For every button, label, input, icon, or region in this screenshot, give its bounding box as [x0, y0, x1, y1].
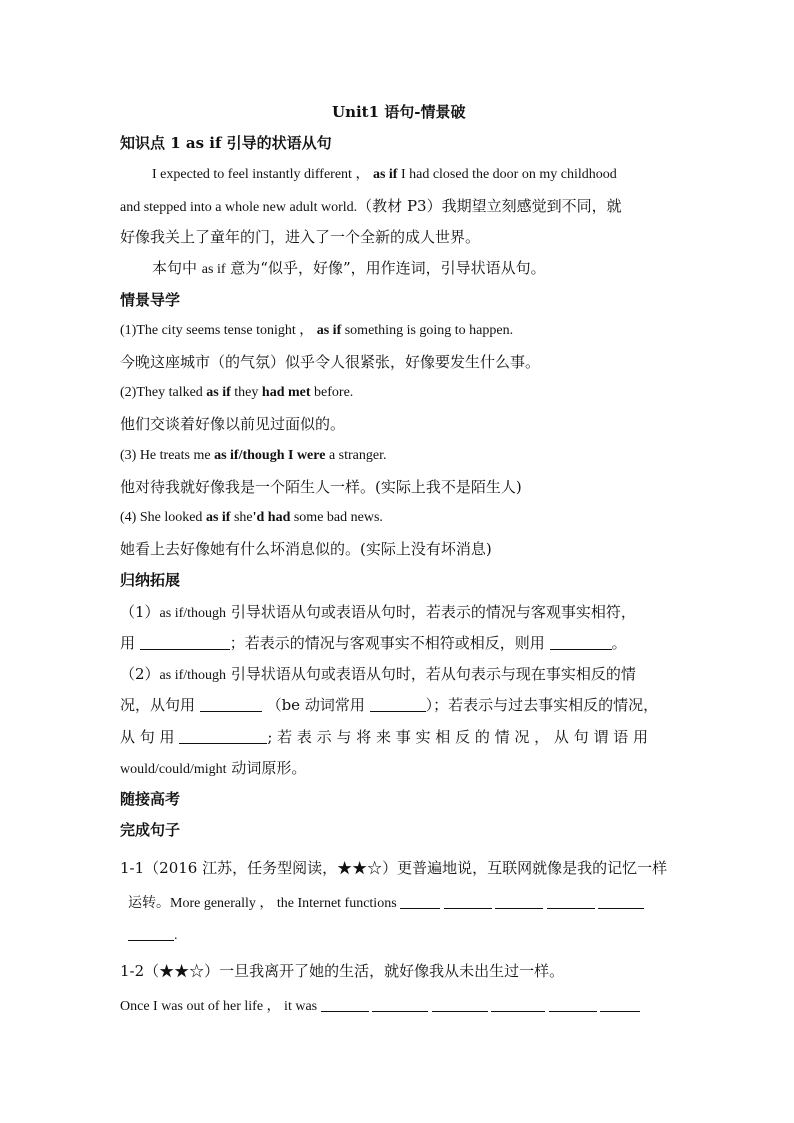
- guide-sentence-1: (1)The city seems tense tonight ， as if something is going to happen.: [120, 323, 514, 338]
- question-2-line-1: Once I was out of her life ， it was: [120, 997, 640, 1017]
- question-2-prompt: 1-2（★★☆）一旦我离开了她的生活，就好像我从未出生过一样。: [120, 962, 565, 980]
- answer-blank[interactable]: [200, 697, 262, 712]
- summary-point-1-line-2: 用 ；若表示的情况与客观事实不相符或相反，则用 。: [120, 634, 627, 652]
- answer-blank[interactable]: [598, 894, 644, 909]
- answer-blank[interactable]: [550, 635, 612, 650]
- guide-translation-3: 他对待我就好像我是一个陌生人一样。(实际上我不是陌生人): [120, 478, 522, 496]
- answer-blank[interactable]: [495, 894, 543, 909]
- answer-blank[interactable]: [179, 729, 267, 744]
- guide-sentence-4: (4) She looked as if she'd had some bad news.: [120, 510, 383, 525]
- answer-blank[interactable]: [549, 997, 597, 1012]
- answer-blank[interactable]: [140, 635, 230, 650]
- kp1-heading: 知识点 1 as if 引导的状语从句: [120, 134, 332, 152]
- answer-blank[interactable]: [128, 926, 174, 941]
- answer-blank[interactable]: [600, 997, 640, 1012]
- summary-point-2-line-3: 从 句 用 ; 若 表 示 与 将 来 事 实 相 反 的 情 况 ， 从 句 谓 语 用: [120, 728, 648, 746]
- example-line-2: and stepped into a whole new adult world.（教材 P3）我期望立刻感觉到不同，就: [120, 197, 622, 215]
- question-1-line-2: .: [128, 926, 178, 946]
- answer-blank[interactable]: [372, 997, 428, 1012]
- exam-heading: 随接高考: [120, 790, 181, 808]
- answer-blank[interactable]: [491, 997, 545, 1012]
- guide-translation-4: 她看上去好像她有什么坏消息似的。(实际上没有坏消息): [120, 540, 492, 558]
- exam-subheading: 完成句子: [120, 821, 181, 839]
- answer-blank[interactable]: [370, 697, 426, 712]
- summary-point-2: （2）as if/though 引导状语从句或表语从句时，若从句表示与现在事实相反的情: [120, 665, 636, 683]
- example-line-1: I expected to feel instantly different ， as if I had closed the door on my childhood: [152, 167, 617, 182]
- guide-translation-1: 今晚这座城市（的气氛）似乎令人很紧张，好像要发生什么事。: [120, 353, 541, 371]
- answer-blank[interactable]: [321, 997, 369, 1012]
- guide-sentence-3: (3) He treats me as if/though I were a stranger.: [120, 448, 387, 463]
- guide-translation-2: 他们交谈着好像以前见过面似的。: [120, 415, 346, 433]
- question-1-line-1: 运转。More generally ， the Internet functions: [128, 894, 644, 914]
- question-1-prompt: 1-1（2016 江苏，任务型阅读，★★☆）更普遍地说，互联网就像是我的记忆一样: [120, 859, 668, 877]
- answer-blank[interactable]: [432, 997, 488, 1012]
- summary-heading: 归纳拓展: [120, 571, 181, 589]
- answer-blank[interactable]: [400, 894, 440, 909]
- summary-point-1: （1）as if/though 引导状语从句或表语从句时，若表示的情况与客观事实相符，: [120, 603, 636, 621]
- answer-blank[interactable]: [547, 894, 595, 909]
- page-title: Unit1 语句-情景破: [332, 103, 466, 121]
- guide-heading: 情景导学: [120, 291, 181, 309]
- kp1-note: 本句中 as if 意为“似乎，好像”，用作连词，引导状语从句。: [152, 259, 546, 277]
- answer-blank[interactable]: [444, 894, 492, 909]
- summary-point-2-line-2: 况，从句用 （be 动词常用 ）；若表示与过去事实相反的情况，: [120, 696, 659, 714]
- summary-point-2-line-4: would/could/might 动词原形。: [120, 759, 307, 777]
- guide-sentence-2: (2)They talked as if they had met before.: [120, 385, 354, 400]
- example-line-3: 好像我关上了童年的门，进入了一个全新的成人世界。: [120, 228, 481, 246]
